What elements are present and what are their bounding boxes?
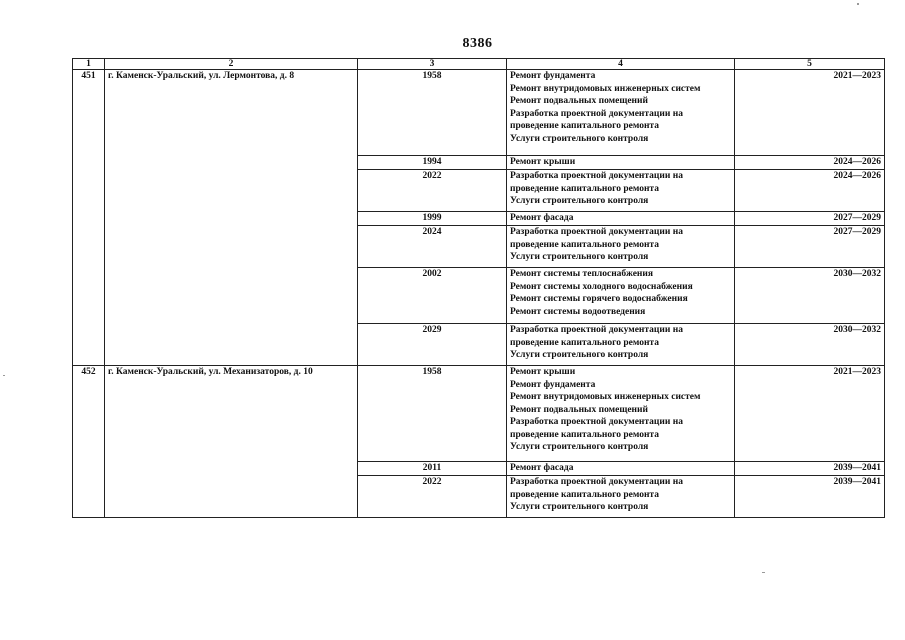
works-cell — [507, 476, 735, 518]
work-item: Ремонт внутридомовых инженерных систем — [510, 392, 701, 402]
work-item: Разработка проектной документации на — [510, 227, 683, 237]
year-cell: 2024 — [358, 226, 507, 268]
period-cell: 2030—2032 — [735, 324, 885, 366]
work-item: Услуги строительного контроля — [510, 196, 649, 206]
work-item: Ремонт фундамента — [510, 379, 596, 390]
work-item: Ремонт фундамента — [510, 71, 596, 81]
work-item: Ремонт системы водоотведения — [510, 306, 646, 317]
period-cell: 2039—2041 — [735, 476, 885, 518]
row-number: 452 — [73, 366, 105, 518]
column-header: 4 — [507, 59, 735, 70]
address-cell: г. Каменск-Уральский, ул. Механизаторов, д. 10 — [105, 366, 358, 518]
works-cell — [507, 324, 735, 366]
work-item: Ремонт крыши — [510, 367, 576, 377]
work-item: Ремонт подвальных помещений — [510, 404, 648, 415]
column-header: 2 — [105, 59, 358, 70]
work-item: Ремонт фасада — [510, 463, 574, 473]
work-item: Услуги строительного контроля — [510, 133, 649, 144]
column-header: 5 — [735, 59, 885, 70]
work-item: Услуги строительного контроля — [510, 252, 649, 262]
year-cell: 2011 — [358, 462, 507, 476]
year-cell: 2022 — [358, 476, 507, 518]
year-cell: 1994 — [358, 156, 507, 170]
works-cell — [507, 170, 735, 212]
work-item: Разработка проектной документации на — [510, 325, 683, 335]
work-item: Ремонт системы теплоснабжения — [510, 269, 654, 279]
work-item: Ремонт подвальных помещений — [510, 96, 648, 106]
work-item: Услуги строительного контроля — [510, 502, 649, 512]
work-item: проведение капитального ремонта — [510, 337, 659, 348]
work-item: Ремонт крыши — [510, 157, 576, 167]
period-cell: 2024—2026 — [735, 156, 885, 170]
work-item: проведение капитального ремонта — [510, 239, 659, 250]
work-item: Ремонт системы холодного водоснабжения — [510, 281, 693, 292]
year-cell: 2002 — [358, 268, 507, 324]
year-cell: 1958 — [358, 70, 507, 156]
work-item: проведение капитального ремонта — [510, 121, 659, 131]
period-cell: 2027—2029 — [735, 226, 885, 268]
period-cell: 2030—2032 — [735, 268, 885, 324]
work-item: Ремонт системы горячего водоснабжения — [510, 294, 688, 304]
work-item: Разработка проектной документации на — [510, 171, 683, 181]
works-cell — [507, 156, 735, 170]
works-cell — [507, 366, 735, 462]
work-item: Услуги строительного контроля — [510, 350, 649, 360]
work-item: проведение капитального ремонта — [510, 429, 659, 440]
works-cell — [507, 462, 735, 476]
address-cell: г. Каменск-Уральский, ул. Лермонтова, д. 8 — [105, 70, 358, 366]
row-number: 451 — [73, 70, 105, 366]
work-item: Разработка проектной документации на — [510, 477, 683, 487]
works-cell — [507, 268, 735, 324]
period-cell: 2039—2041 — [735, 462, 885, 476]
year-cell: 1958 — [358, 366, 507, 462]
work-item: Услуги строительного контроля — [510, 442, 649, 452]
work-item: проведение капитального ремонта — [510, 489, 659, 500]
scan-mark — [3, 375, 5, 376]
period-cell: 2021—2023 — [735, 70, 885, 156]
period-cell: 2027—2029 — [735, 212, 885, 226]
work-item: Разработка проектной документации на — [510, 108, 683, 119]
work-item: Ремонт фасада — [510, 213, 574, 223]
period-cell: 2021—2023 — [735, 366, 885, 462]
capital-repair-table — [72, 58, 885, 518]
year-cell: 1999 — [358, 212, 507, 226]
table-row — [73, 366, 885, 462]
work-item: Ремонт внутридомовых инженерных систем — [510, 83, 701, 94]
works-cell — [507, 70, 735, 156]
works-cell — [507, 212, 735, 226]
works-cell — [507, 226, 735, 268]
work-item: Разработка проектной документации на — [510, 417, 683, 427]
table-row — [73, 70, 885, 156]
column-header: 1 — [73, 59, 105, 70]
scan-mark — [857, 3, 859, 5]
year-cell: 2022 — [358, 170, 507, 212]
period-cell: 2024—2026 — [735, 170, 885, 212]
table-header-row — [73, 59, 885, 70]
table-body — [73, 70, 885, 518]
work-item: проведение капитального ремонта — [510, 183, 659, 194]
year-cell: 2029 — [358, 324, 507, 366]
page-number: 8386 — [462, 36, 493, 51]
column-header: 3 — [358, 59, 507, 70]
scan-mark — [762, 572, 765, 573]
